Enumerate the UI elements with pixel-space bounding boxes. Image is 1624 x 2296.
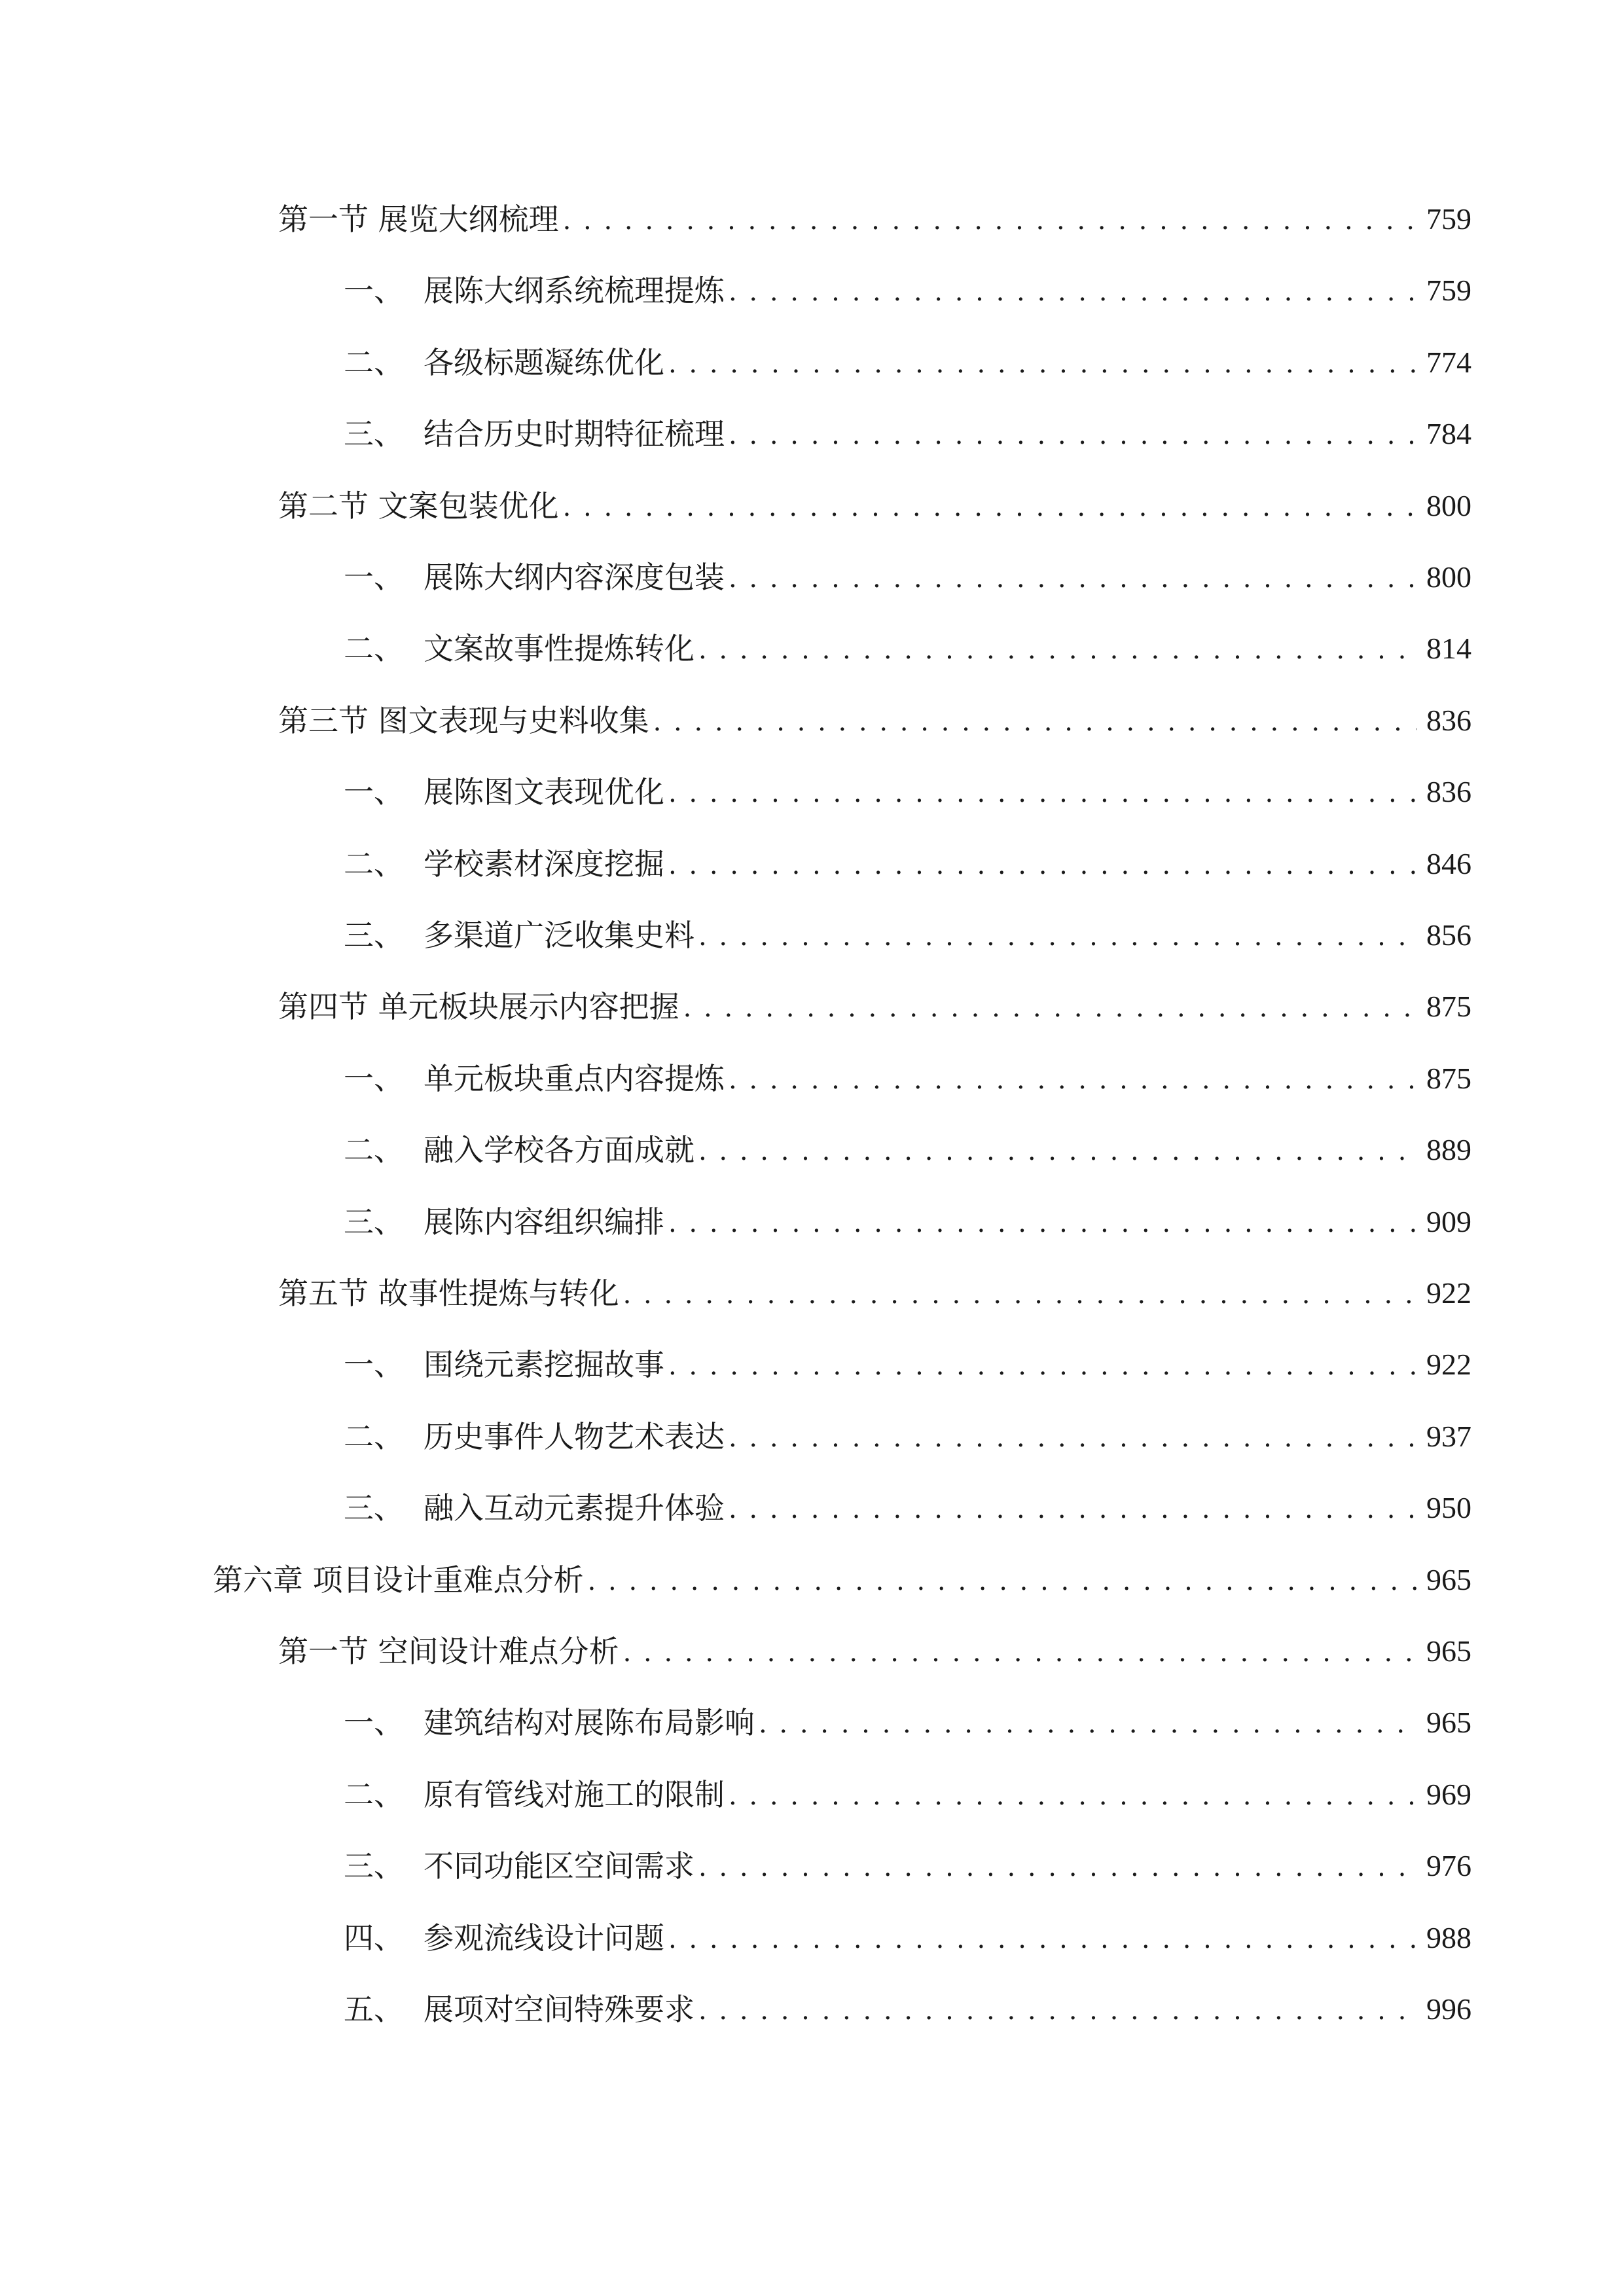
toc-entry-page-number: 969 [1426,1778,1471,1811]
toc-subsection-entry[interactable] [344,1843,1471,1889]
toc-subsection-entry[interactable] [344,1127,1471,1173]
toc-entry-page-number: 759 [1426,274,1471,307]
toc-entry-page-number: 759 [1426,202,1471,236]
toc-dot-leader [623,1632,1417,1673]
toc-entry-title: 不同功能区空间需求 [424,1848,695,1884]
toc-entry-number: 二、 [344,1419,404,1454]
toc-section-entry[interactable] [278,984,1471,1030]
toc-dot-leader [729,1776,1417,1816]
toc-subsection-entry[interactable] [344,1915,1471,1961]
toc-subsection-entry[interactable] [344,340,1471,386]
toc-subsection-entry[interactable] [344,912,1471,958]
toc-subsection-entry[interactable] [344,411,1471,457]
toc-subsection-entry[interactable] [344,554,1471,600]
toc-subsection-entry[interactable] [344,841,1471,887]
toc-entry-page-number: 965 [1426,1634,1471,1668]
toc-subsection-entry[interactable] [344,1414,1471,1460]
toc-entry-number: 二、 [344,1132,404,1168]
toc-entry-number: 一、 [344,1347,404,1382]
toc-dot-leader [729,1418,1417,1458]
toc-entry-title: 融入互动元素提升体验 [424,1490,725,1526]
toc-section-entry[interactable] [278,483,1471,529]
toc-entry-title: 第一节 展览大纲梳理 [278,202,559,237]
toc-subsection-entry[interactable] [344,1986,1471,2032]
toc-entry-page-number: 922 [1426,1348,1471,1381]
toc-entry-page-number: 988 [1426,1921,1471,1954]
toc-entry-page-number: 950 [1426,1491,1471,1524]
toc-entry-title: 第一节 空间设计难点分析 [278,1634,619,1669]
toc-dot-leader [668,845,1417,886]
toc-entry-title: 参观流线设计问题 [424,1920,664,1956]
toc-dot-leader [653,702,1417,742]
toc-entry-title: 多渠道广泛收集史料 [424,918,695,953]
toc-entry-number: 三、 [344,918,404,953]
toc-entry-number: 三、 [344,1490,404,1526]
toc-dot-leader [698,1990,1417,2031]
toc-entry-title: 第二节 文案包装优化 [278,488,559,524]
toc-entry-number: 一、 [344,1061,404,1096]
toc-dot-leader [668,1203,1417,1244]
toc-entry-page-number: 836 [1426,775,1471,808]
toc-subsection-entry[interactable] [344,769,1471,815]
toc-entry-page-number: 875 [1426,990,1471,1023]
toc-dot-leader [759,1704,1417,1744]
toc-entry-title: 历史事件人物艺术表达 [424,1419,725,1454]
toc-entry-title: 各级标题凝练优化 [424,345,664,380]
toc-entry-page-number: 965 [1426,1706,1471,1739]
toc-entry-number: 三、 [344,1848,404,1884]
toc-entry-page-number: 846 [1426,847,1471,880]
toc-entry-number: 三、 [344,416,404,452]
toc-entry-page-number: 976 [1426,1849,1471,1882]
toc-section-entry[interactable] [278,196,1471,242]
toc-entry-page-number: 889 [1426,1133,1471,1166]
toc-entry-number: 二、 [344,631,404,666]
toc-subsection-entry[interactable] [344,1342,1471,1388]
toc-subsection-entry[interactable] [344,1199,1471,1245]
toc-entry-number: 一、 [344,273,404,308]
toc-entry-page-number: 784 [1426,417,1471,450]
toc-dot-leader [729,1060,1417,1100]
toc-entry-number: 一、 [344,1705,404,1740]
toc-section-entry[interactable] [278,698,1471,744]
toc-entry-title: 文案故事性提炼转化 [424,631,695,666]
toc-section-entry[interactable] [278,1628,1471,1674]
toc-entry-page-number: 996 [1426,1992,1471,2026]
toc-entry-title: 建筑结构对展陈布局影响 [424,1705,755,1740]
toc-entry-page-number: 800 [1426,489,1471,522]
toc-dot-leader [729,558,1417,599]
toc-entry-title: 融入学校各方面成就 [424,1132,695,1168]
toc-entry-page-number: 875 [1426,1062,1471,1095]
toc-entry-title: 展项对空间特殊要求 [424,1992,695,2027]
toc-entry-number: 三、 [344,1204,404,1240]
toc-entry-title: 第五节 故事性提炼与转化 [278,1276,619,1311]
toc-dot-leader [668,773,1417,814]
toc-entry-page-number: 965 [1426,1563,1471,1596]
toc-entry-page-number: 800 [1426,560,1471,594]
toc-chapter-entry[interactable] [213,1557,1471,1603]
toc-dot-leader [563,487,1417,528]
toc-dot-leader [668,1346,1417,1386]
toc-dot-leader [623,1274,1417,1315]
toc-entry-title: 原有管线对施工的限制 [424,1777,725,1812]
toc-dot-leader [683,988,1417,1028]
toc-entry-number: 四、 [344,1920,404,1956]
toc-dot-leader [588,1561,1417,1602]
toc-subsection-entry[interactable] [344,1772,1471,1818]
toc-entry-page-number: 909 [1426,1205,1471,1238]
toc-entry-page-number: 922 [1426,1276,1471,1310]
toc-entry-number: 五、 [344,1992,404,2027]
toc-entry-page-number: 856 [1426,918,1471,952]
toc-subsection-entry[interactable] [344,1056,1471,1102]
toc-entry-title: 结合历史时期特征梳理 [424,416,725,452]
toc-dot-leader [668,1919,1417,1960]
toc-section-entry[interactable] [278,1270,1471,1316]
toc-entry-title: 围绕元素挖掘故事 [424,1347,664,1382]
toc-entry-page-number: 774 [1426,346,1471,379]
toc-entry-number: 二、 [344,345,404,380]
toc-entry-title: 展陈大纲系统梳理提炼 [424,273,725,308]
toc-dot-leader [729,1489,1417,1530]
toc-dot-leader [698,1847,1417,1888]
toc-entry-title: 展陈图文表现优化 [424,774,664,810]
toc-entry-title: 学校素材深度挖掘 [424,846,664,882]
toc-dot-leader [729,272,1417,312]
toc-entry-title: 第四节 单元板块展示内容把握 [278,989,679,1024]
toc-entry-title: 单元板块重点内容提炼 [424,1061,725,1096]
toc-dot-leader [563,200,1417,241]
toc-dot-leader [668,344,1417,384]
toc-subsection-entry[interactable] [344,1700,1471,1746]
toc-entry-number: 一、 [344,774,404,810]
toc-dot-leader [729,415,1417,456]
toc-entry-title: 第三节 图文表现与史料收集 [278,703,649,738]
toc-entry-title: 第六章 项目设计重难点分析 [213,1562,584,1598]
toc-entry-title: 展陈内容组织编排 [424,1204,664,1240]
toc-entry-number: 二、 [344,846,404,882]
toc-entry-number: 一、 [344,560,404,595]
toc-entry-title: 展陈大纲内容深度包装 [424,560,725,595]
toc-subsection-entry[interactable] [344,1485,1471,1531]
toc-dot-leader [698,630,1417,670]
toc-dot-leader [698,916,1417,957]
toc-subsection-entry[interactable] [344,626,1471,672]
toc-dot-leader [698,1131,1417,1172]
toc-subsection-entry[interactable] [344,268,1471,314]
toc-entry-number: 二、 [344,1777,404,1812]
toc-entry-page-number: 814 [1426,632,1471,665]
toc-entry-page-number: 836 [1426,704,1471,737]
toc-entry-page-number: 937 [1426,1420,1471,1453]
